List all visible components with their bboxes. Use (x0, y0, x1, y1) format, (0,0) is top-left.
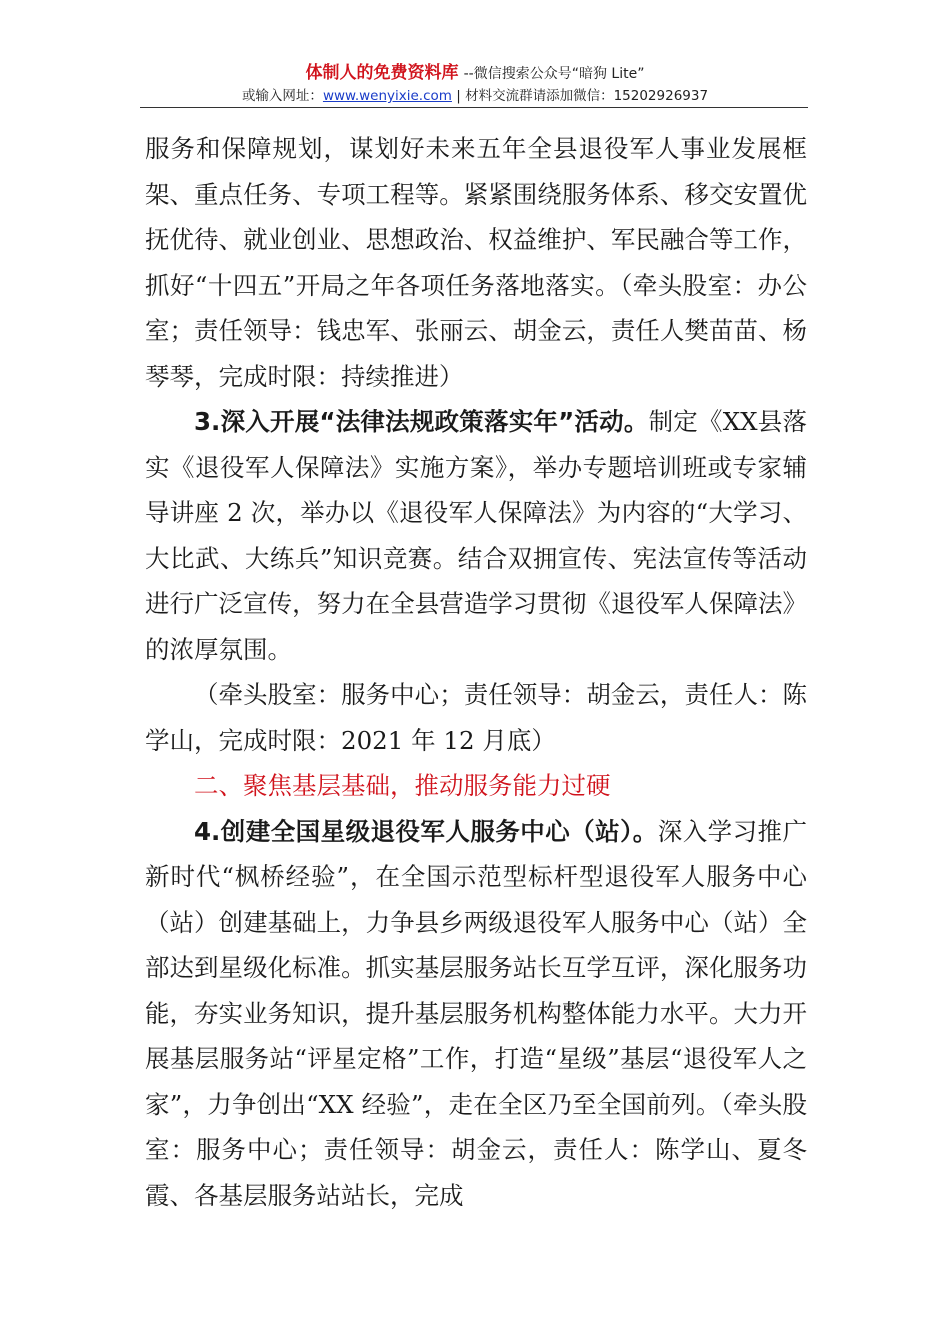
header-banner (0, 62, 950, 85)
paragraph-item-3 (145, 399, 807, 672)
header-url-link[interactable]: www.wenyixie.com (322, 88, 452, 104)
paragraph-continued: 服务和保障规划，谋划好未来五年全县退役军人事业发展框架、重点任务、专项工程等。紧紧围绕服务体系、移交安置优抚优待、就业创业、思想政治、权益维护、军民融合等工作，抓好“十四五”开局之年各项任务落地落实。（牵头股室：办公室；责任领导：钱忠军、张丽云、胡金云，责任人樊苗苗、杨琴琴，完成时限：持续推进） (145, 134, 807, 391)
header-contact-line (0, 86, 950, 106)
page-header (0, 62, 950, 106)
item-3-title: 3.深入开展“法律法规政策落实年”活动。 (194, 407, 649, 436)
item-4-title: 4.创建全国星级退役军人服务中心（站）。 (194, 816, 658, 846)
item-4-body: 深入学习推广新时代“枫桥经验”，在全国示范型标杆型退役军人服务中心（站）创建基础上，力争县乡两级退役军人服务中心（站）全部达到星级化标准。抓实基层服务站长互学互评，深化服务功能，夯实业务知识，提升基层服务机构整体能力水平。大力开展基层服务站“评星定格”工作，打造“星级”基层“退役军人之家”，力争创出“XX 经验”，走在全区乃至全国前列。（牵头股室：服务中心；责任领导：胡金云，责任人：陈学山、夏冬霞、各基层服务站站长，完成 (145, 816, 808, 1210)
paragraph-item-4 (145, 809, 807, 1219)
header-contact: | 材料交流群请添加微信：15202926937 (451, 88, 709, 104)
header-tip: --微信搜索公众号“暗狗 Lite” (463, 66, 645, 82)
paragraph-item-3-responsibility: （牵头股室：服务中心；责任领导：胡金云，责任人：陈学山，完成时限：2021 年 12 月底） (145, 680, 807, 755)
header-divider (140, 107, 808, 108)
header-url-prefix: 或输入网址： (241, 88, 323, 104)
document-body (145, 126, 807, 1218)
item-3-body: 制定《XX县落实《退役军人保障法》实施方案》，举办专题培训班或专家辅导讲座 2 次，举办以《退役军人保障法》为内容的“大学习、大比武、大练兵”知识竞赛。结合双拥宣传、宪法宣传等活动进行广泛宣传，努力在全县营造学习贯彻《退役军人保障法》的浓厚氛围。 (145, 407, 807, 664)
section-heading-2: 二、聚焦基层基础，推动服务能力过硬 (194, 771, 611, 800)
header-brand: 体制人的免费资料库 (305, 63, 459, 83)
